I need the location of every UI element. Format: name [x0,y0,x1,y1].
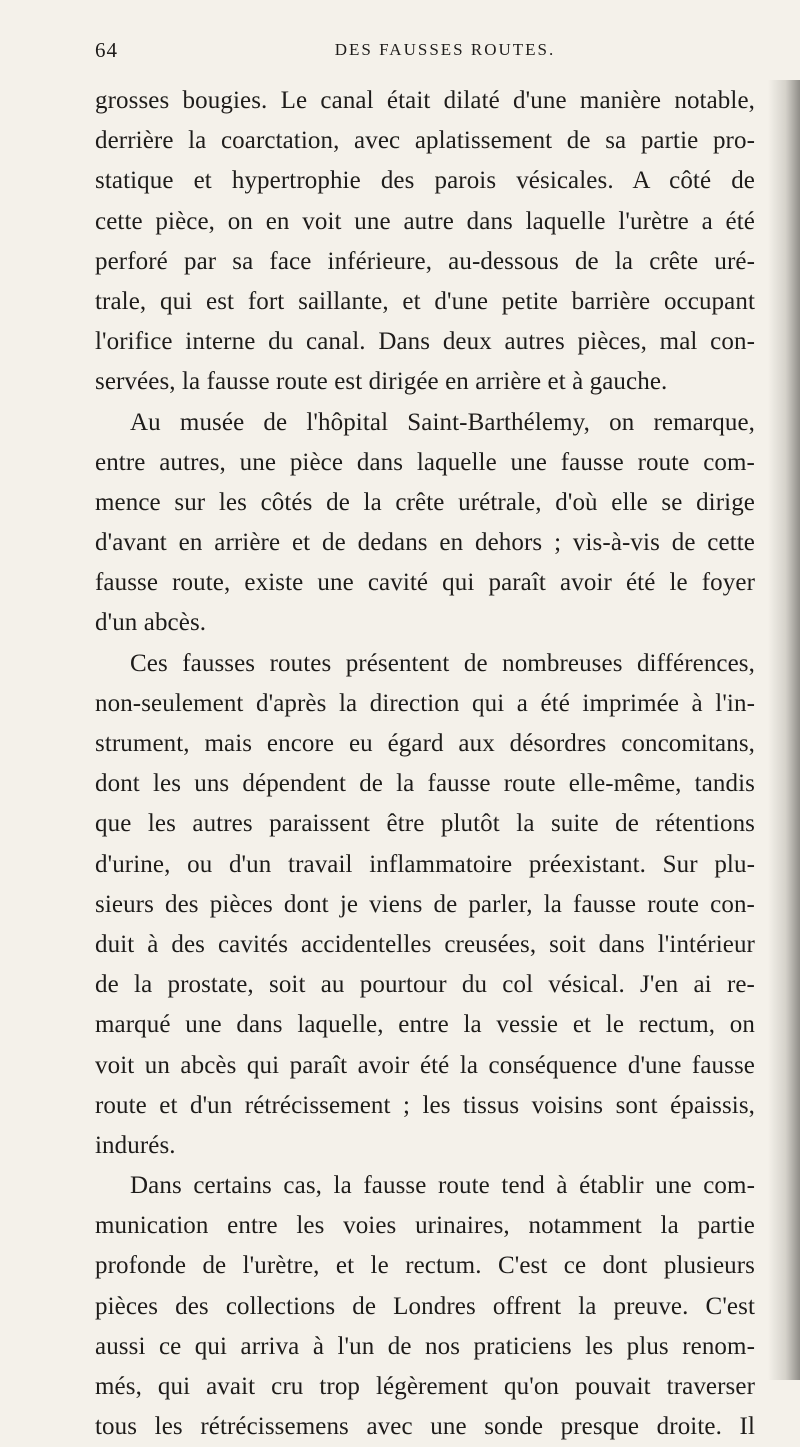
text-line: Au musée de l'hôpital Saint-Barthélemy, on remarque, [130,408,755,436]
text-line: profonde de l'urètre, et le rectum. C'est ce dont plusieurs [95,1252,755,1280]
text-line: Dans certains cas, la fausse route tend à établir une com- [130,1172,755,1200]
text-line: l'orifice interne du canal. Dans deux autres pièces, mal con- [95,328,755,356]
text-line: grosses bougies. Le canal était dilaté d'une manière notable, [95,87,755,114]
text-line: cette pièce, on en voit une autre dans laquelle l'urètre a été [95,207,755,235]
text-line: aussi ce qui arriva à l'un de nos praticiens les plus renom- [95,1332,755,1360]
text-line: d'un abcès. [95,609,207,637]
text-line: Ces fausses routes présentent de nombreuses différences, [130,649,755,677]
text-line: de la prostate, soit au pourtour du col vésical. J'en ai re- [95,971,755,999]
running-head: DES FAUSSES ROUTES. [334,40,556,59]
text-line: perforé par sa face inférieure, au-dessous de la crête uré- [95,247,755,275]
text-line: voit un abcès qui paraît avoir été la conséquence d'une fausse [95,1051,755,1079]
text-line: d'avant en arrière et de dedans en dehors ; vis-à-vis de cette [95,529,755,557]
text-line: munication entre les voies urinaires, notamment la partie [95,1212,755,1240]
text-line: entre autres, une pièce dans laquelle une fausse route com- [95,448,755,476]
body-text [95,81,755,1447]
text-line: més, qui avait cru trop légèrement qu'on pouvait traverser [95,1373,755,1400]
page-edge-shadow [768,80,800,1380]
text-line: trale, qui est fort saillante, et d'une petite barrière occupant [95,287,755,315]
text-line: route et d'un rétrécissement ; les tissus voisins sont épaissis, [95,1091,755,1119]
page-header [95,38,755,72]
text-line: marqué une dans laquelle, entre la vessie et le rectum, on [95,1011,755,1039]
text-line: statique et hypertrophie des parois vésicales. A côté de [95,167,755,195]
text-line: non-seulement d'après la direction qui a été imprimée à l'in- [95,689,755,717]
text-line: sieurs des pièces dont je viens de parler, la fausse route con- [95,890,755,918]
text-line: tous les rétrécissemens avec une sonde presque droite. Il [95,1413,755,1441]
text-line: dont les uns dépendent de la fausse route elle-même, tandis [95,770,755,798]
text-line: que les autres paraissent être plutôt la suite de rétentions [95,810,755,838]
text-line: duit à des cavités accidentelles creusées, soit dans l'intérieur [95,930,755,958]
text-line: pièces des collections de Londres offrent la preuve. C'est [95,1292,755,1320]
text-line: d'urine, ou d'un travail inflammatoire préexistant. Sur plu- [95,850,755,878]
page-number: 64 [95,38,118,62]
text-line: fausse route, existe une cavité qui paraît avoir été le foyer [95,569,755,597]
text-line: derrière la coarctation, avec aplatissement de sa partie pro- [95,127,755,155]
text-line: mence sur les côtés de la crête urétrale, d'où elle se dirige [95,488,755,516]
text-line: strument, mais encore eu égard aux désordres concomitans, [95,730,755,757]
text-line: servées, la fausse route est dirigée en arrière et à gauche. [95,368,668,396]
text-line: indurés. [95,1131,176,1159]
